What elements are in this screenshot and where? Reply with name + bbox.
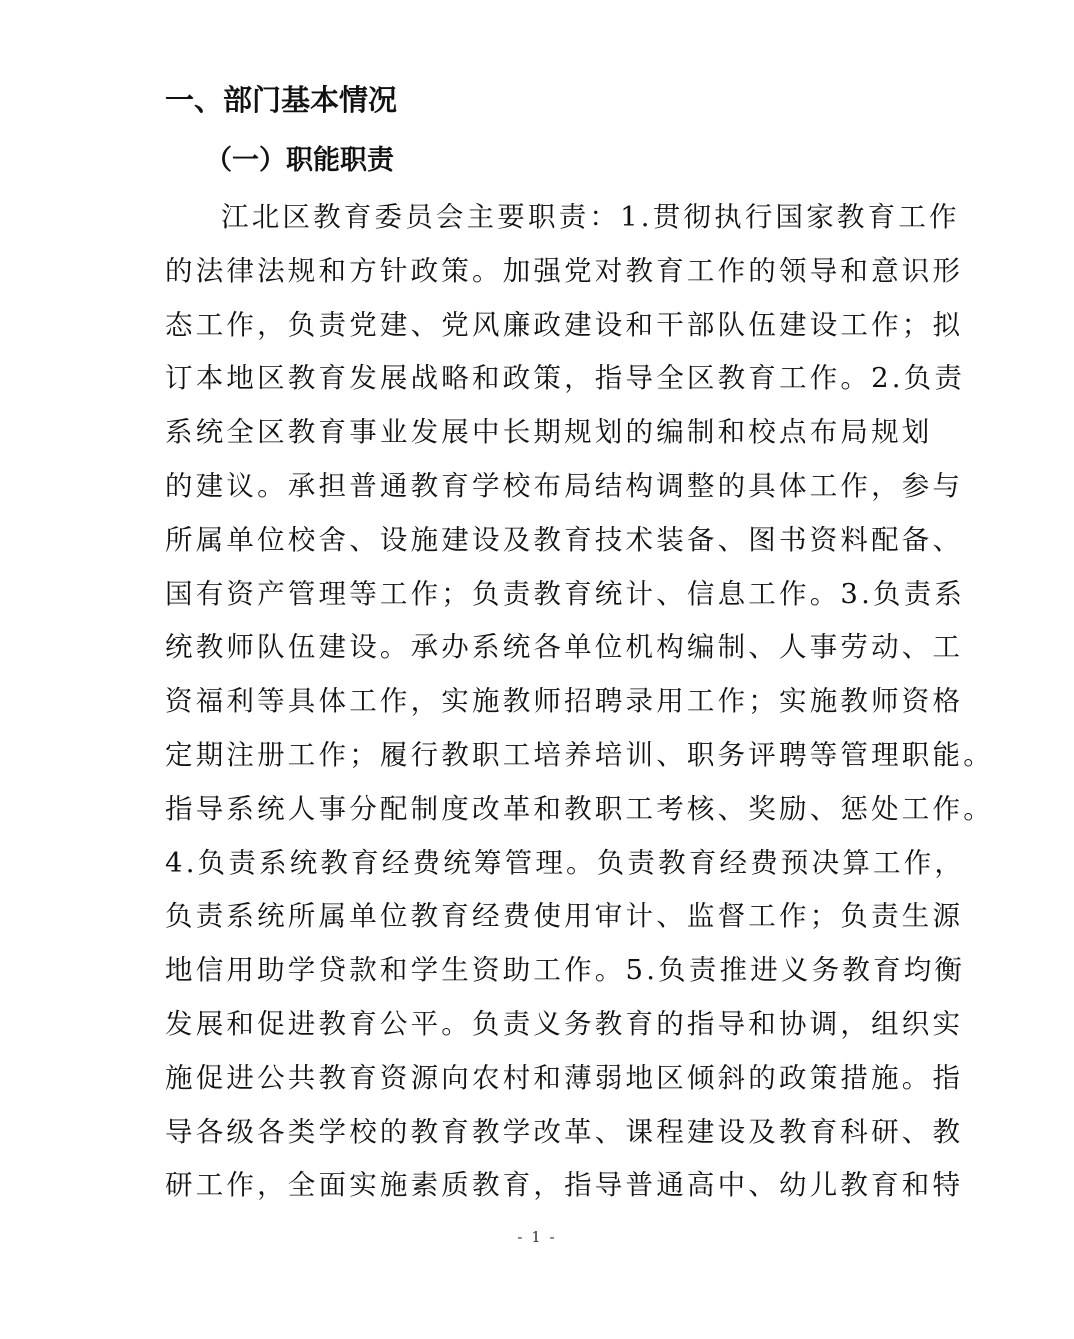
paragraph-line: 系统全区教育事业发展中长期规划的编制和校点布局规划: [165, 416, 933, 449]
paragraph-line: 导各级各类学校的教育教学改革、课程建设及教育科研、教: [165, 1115, 964, 1148]
paragraph-line: 负责系统所属单位教育经费使用审计、监督工作；负责生源: [165, 900, 964, 933]
section-heading: 一、部门基本情况: [165, 83, 398, 117]
paragraph-line: 国有资产管理等工作；负责教育统计、信息工作。3.负责系: [165, 577, 966, 610]
subsection-heading: （一）职能职责: [205, 145, 394, 176]
paragraph-line: 订本地区教育发展战略和政策，指导全区教育工作。2.负责: [165, 362, 966, 395]
paragraph-line: 所属单位校舍、设施建设及教育技术装备、图书资料配备、: [165, 523, 964, 556]
paragraph-line: 地信用助学贷款和学生资助工作。5.负责推进义务教育均衡: [165, 954, 966, 987]
paragraph-line: 资福利等具体工作，实施教师招聘录用工作；实施教师资格: [165, 685, 964, 718]
body-paragraph: [165, 193, 994, 1215]
paragraph-line: 的法律法规和方针政策。加强党对教育工作的领导和意识形: [165, 254, 964, 287]
paragraph-line: 施促进公共教育资源向农村和薄弱地区倾斜的政策措施。指: [165, 1061, 964, 1094]
paragraph-line: 定期注册工作；履行教职工培养培训、职务评聘等管理职能。: [165, 738, 994, 771]
paragraph-line: 4.负责系统教育经费统筹管理。负责教育经费预决算工作，: [165, 846, 966, 879]
paragraph-line: 发展和促进教育公平。负责义务教育的指导和协调，组织实: [165, 1007, 964, 1040]
paragraph-line: 研工作，全面实施素质教育，指导普通高中、幼儿教育和特: [165, 1169, 964, 1202]
paragraph-line: 态工作，负责党建、党风廉政建设和干部队伍建设工作；拟: [165, 308, 964, 341]
paragraph-line: 江北区教育委员会主要职责：1.贯彻执行国家教育工作: [221, 201, 960, 233]
page-number: - 1 -: [517, 1228, 557, 1246]
paragraph-line: 的建议。承担普通教育学校布局结构调整的具体工作，参与: [165, 469, 964, 502]
paragraph-line: 统教师队伍建设。承办系统各单位机构编制、人事劳动、工: [165, 631, 964, 664]
paragraph-line: 指导系统人事分配制度改革和教职工考核、奖励、惩处工作。: [165, 792, 994, 825]
